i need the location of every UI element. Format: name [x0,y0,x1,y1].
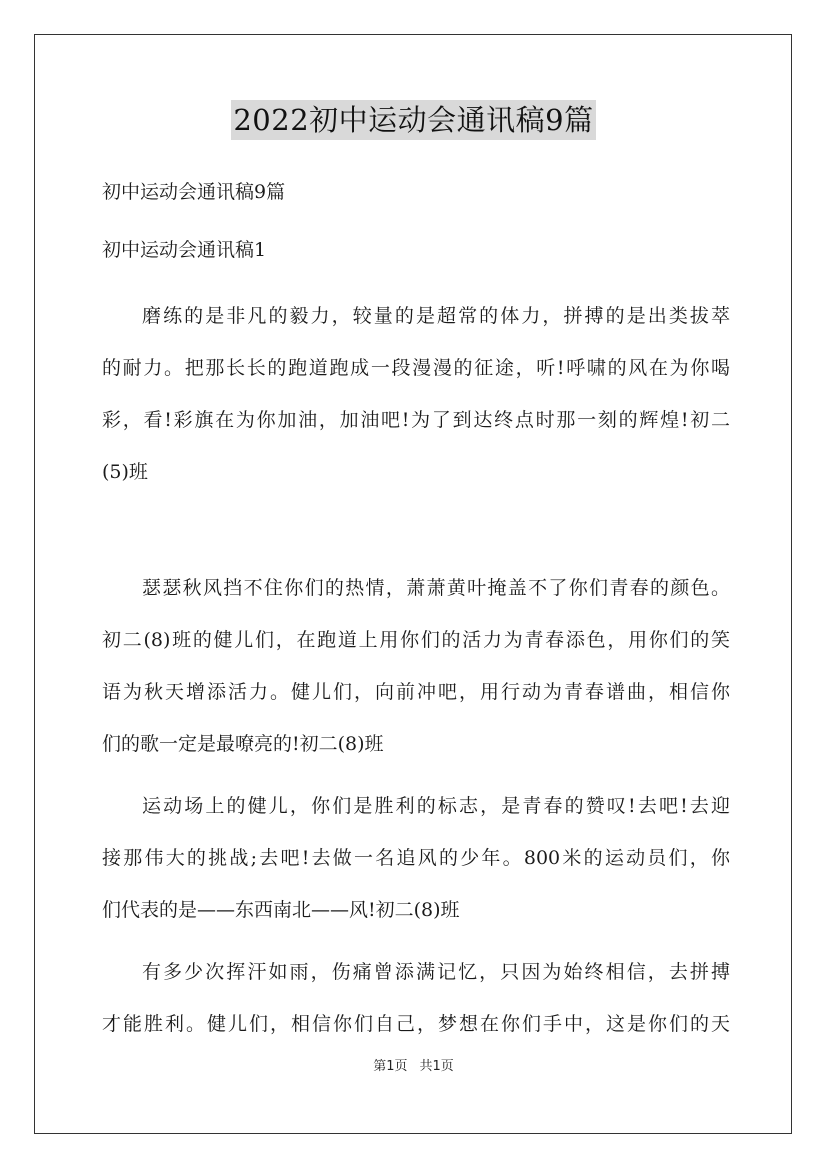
paragraph-line: 才能胜利。健儿们，相信你们自己，梦想在你们手中，这是你们的天 [102,1013,730,1035]
paragraph-1 [102,290,730,498]
document-body [102,174,730,1060]
paragraph-line: (5)班 [102,461,148,483]
paragraph-4 [102,946,730,1050]
paragraph-line: 接那伟大的挑战;去吧!去做一名追风的少年。800米的运动员们，你 [102,847,730,869]
paragraph-line: 磨练的是非凡的毅力，较量的是超常的体力，拼搏的是出类拔萃 [142,305,730,327]
paragraph-line: 初二(8)班的健儿们，在跑道上用你们的活力为青春添色，用你们的笑 [102,629,730,651]
paragraph-line: 们代表的是——东西南北——风!初二(8)班 [102,899,460,921]
paragraph-line: 瑟瑟秋风挡不住你们的热情，萧萧黄叶掩盖不了你们青春的颜色。 [142,577,730,599]
title-container [0,100,827,140]
paragraph-line: 的耐力。把那长长的跑道跑成一段漫漫的征途，听!呼啸的风在为你喝 [102,357,730,379]
section-heading: 初中运动会通讯稿1 [102,239,267,261]
document-subtitle: 初中运动会通讯稿9篇 [102,181,286,203]
document-title: 2022初中运动会通讯稿9篇 [231,100,595,140]
paragraph-2 [102,562,730,770]
paragraph-line: 有多少次挥汗如雨，伤痛曾添满记忆，只因为始终相信，去拼搏 [142,961,730,983]
paragraph-line: 运动场上的健儿，你们是胜利的标志，是青春的赞叹!去吧!去迎 [142,795,730,817]
page-number: 第1页 [373,1059,408,1074]
paragraph-line: 们的歌一定是最嘹亮的!初二(8)班 [102,733,384,755]
page-footer [0,1055,827,1074]
paragraph-line: 语为秋天增添活力。健儿们，向前冲吧，用行动为青春谱曲，相信你 [102,681,730,703]
paragraph-3 [102,780,730,936]
paragraph-line: 彩，看!彩旗在为你加油，加油吧!为了到达终点时那一刻的辉煌!初二 [102,409,730,431]
paragraph-spacer [102,508,730,562]
page-total: 共1页 [419,1059,454,1074]
